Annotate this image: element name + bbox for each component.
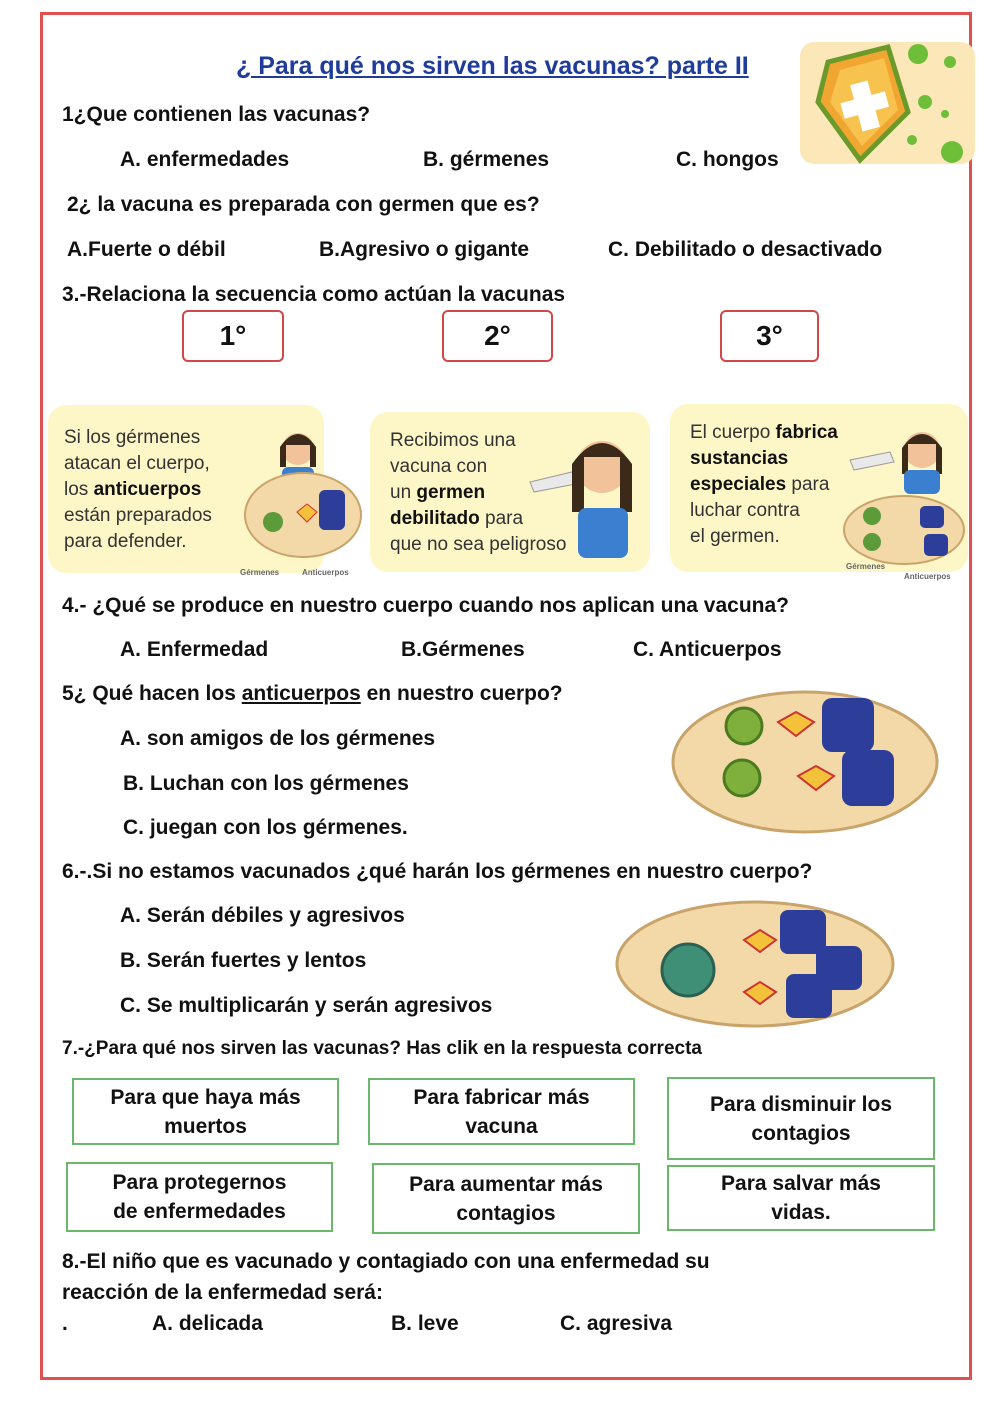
q6-option-a[interactable]: A. Serán débiles y agresivos — [120, 904, 405, 927]
card3-line: especiales para — [690, 474, 830, 495]
q6-option-b[interactable]: B. Serán fuertes y lentos — [120, 949, 367, 972]
answer-line: de enfermedades — [113, 1200, 286, 1223]
answer-line: contagios — [456, 1201, 556, 1225]
q7-answer-2[interactable] — [368, 1078, 635, 1145]
card1-line: están preparados — [64, 505, 212, 526]
question-8-line-2: reacción de la enfermedad será: — [62, 1281, 383, 1304]
q8-option-c[interactable]: C. agresiva — [560, 1312, 673, 1335]
q2-option-a[interactable]: A.Fuerte o débil — [67, 238, 226, 261]
answer-line: contagios — [751, 1121, 851, 1145]
card1-line: los anticuerpos — [64, 479, 202, 500]
girl-illustration-2 — [850, 424, 960, 494]
question-2: 2¿ la vacuna es preparada con germen que es? — [67, 193, 540, 216]
label-anticuerpos-1: Anticuerpos — [302, 568, 349, 577]
q1-option-b[interactable]: B. gérmenes — [423, 148, 550, 171]
card2-line: un germen — [390, 482, 486, 503]
q5-option-c[interactable]: C. juegan con los gérmenes. — [123, 816, 408, 839]
question-3: 3.-Relaciona la secuencia como actúan la vacunas — [62, 283, 566, 306]
card3-line: El cuerpo fabrica — [690, 422, 838, 443]
q5-option-b[interactable]: B. Luchan con los gérmenes — [123, 772, 409, 795]
q2-option-c[interactable]: C. Debilitado o desactivado — [608, 238, 883, 261]
angry-germ-vs-antibodies-illustration — [616, 900, 894, 1026]
card3-line: sustancias — [690, 448, 789, 469]
answer-line: Para salvar más — [721, 1172, 881, 1195]
answer-line: Para protegernos — [112, 1171, 287, 1194]
card1-line: atacan el cuerpo, — [64, 453, 210, 474]
germs-vs-antibodies-plate-1 — [245, 460, 363, 560]
worksheet-title: ¿ Para qué nos sirven las vacunas? parte II — [236, 52, 749, 80]
answer-line: vacuna — [465, 1114, 538, 1138]
germs-vs-antibodies-plate-3 — [842, 494, 966, 566]
answer-line: Para que haya más — [110, 1085, 301, 1109]
label-anticuerpos-3: Anticuerpos — [904, 572, 951, 581]
card3-line: luchar contra — [690, 500, 800, 521]
label-germenes-3: Gérmenes — [846, 562, 886, 571]
label-germenes-1: Gérmenes — [240, 568, 280, 577]
q6-option-c[interactable]: C. Se multiplicarán y serán agresivos — [120, 994, 493, 1017]
q1-option-c[interactable]: C. hongos — [676, 148, 779, 171]
card1-line: Si los gérmenes — [64, 427, 201, 448]
q7-answer-5[interactable] — [372, 1163, 640, 1234]
sequence-box-3[interactable]: 3° — [720, 310, 819, 362]
question-6: 6.-.Si no estamos vacunados ¿qué harán los gérmenes en nuestro cuerpo? — [62, 860, 813, 883]
sequence-card-2[interactable] — [370, 412, 650, 572]
card2-line: vacuna con — [390, 456, 488, 477]
q7-answer-6[interactable] — [667, 1165, 935, 1231]
answer-line: Para fabricar más — [413, 1085, 590, 1109]
q7-answer-1[interactable] — [72, 1078, 339, 1145]
card1-line: para defender. — [64, 531, 187, 552]
answer-line: Para aumentar más — [409, 1172, 603, 1196]
girl-vaccine-illustration — [520, 422, 650, 557]
q8-dot: . — [62, 1312, 68, 1335]
question-7: 7.-¿Para qué nos sirven las vacunas? Has clik en la respuesta correcta — [62, 1038, 702, 1059]
answer-line: Para disminuir los — [709, 1092, 893, 1116]
q1-option-a[interactable]: A. enfermedades — [120, 148, 290, 171]
card2-line: que no sea peligroso — [390, 534, 567, 555]
shield-virus-illustration — [800, 42, 975, 167]
card2-line: Recibimos una — [390, 430, 516, 451]
q4-option-b[interactable]: B.Gérmenes — [401, 638, 525, 661]
card2-line: debilitado para — [390, 508, 524, 529]
question-1: 1¿Que contienen las vacunas? — [62, 103, 371, 126]
question-5: 5¿ Qué hacen los anticuerpos en nuestro cuerpo? — [62, 682, 563, 705]
q7-answer-4[interactable] — [66, 1162, 333, 1232]
q4-option-a[interactable]: A. Enfermedad — [120, 638, 269, 661]
q8-option-a[interactable]: A. delicada — [152, 1312, 263, 1335]
answer-line: muertos — [164, 1114, 247, 1138]
q2-option-b[interactable]: B.Agresivo o gigante — [319, 238, 530, 261]
question-4: 4.- ¿Qué se produce en nuestro cuerpo cuando nos aplican una vacuna? — [62, 594, 789, 617]
question-8-line-1: 8.-El niño que es vacunado y contagiado con una enfermedad su — [62, 1250, 710, 1273]
q4-option-c[interactable]: C. Anticuerpos — [633, 638, 782, 661]
sequence-box-2[interactable]: 2° — [442, 310, 553, 362]
q8-option-b[interactable]: B. leve — [391, 1312, 459, 1335]
answer-line: vidas. — [771, 1201, 831, 1224]
sequence-card-3[interactable] — [670, 404, 968, 572]
sequence-box-1[interactable]: 1° — [182, 310, 284, 362]
q7-answer-3[interactable] — [667, 1077, 935, 1160]
antibodies-fighting-germs-illustration — [672, 684, 938, 834]
q5-option-a[interactable]: A. son amigos de los gérmenes — [120, 727, 436, 750]
card3-line: el germen. — [690, 526, 780, 547]
